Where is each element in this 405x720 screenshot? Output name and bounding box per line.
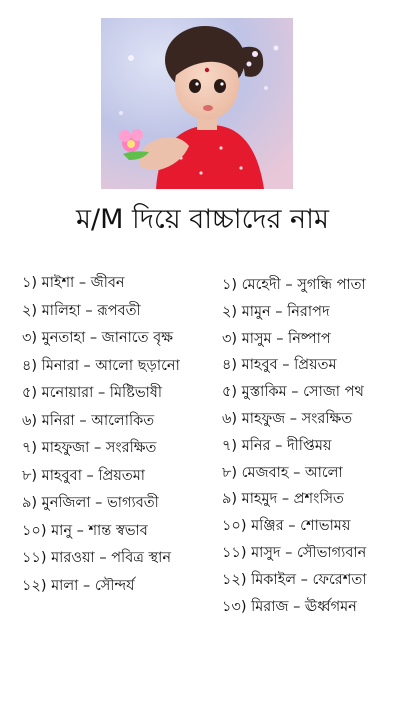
boy-names-list [222, 272, 402, 620]
list-item: ১) মেহেদী – সুগন্ধি পাতা [222, 277, 366, 293]
list-item: ১১) মারওয়া – পবিত্র স্থান [22, 550, 171, 566]
list-item: ১০) মানু – শান্ত স্বভাব [22, 522, 148, 539]
list-item: ৬) মাহফুজ – সংরক্ষিত [222, 410, 353, 427]
list-item: ৮) মাহবুবা – প্রিয়তমা [22, 467, 146, 484]
list-item: ৪) মাহবুব – প্রিয়তম [222, 357, 337, 374]
list-item: ৩) মাসুম – নিষ্পাপ [222, 330, 331, 347]
page-title: ম/M দিয়ে বাচ্চাদের নাম [76, 204, 329, 235]
girl-names-list [22, 270, 207, 600]
list-item: ৪) মিনারা – আলো ছড়ানো [22, 357, 180, 374]
list-item: ৭) মনির – দীপ্তিময় [222, 437, 332, 454]
baby-girl-icon [101, 18, 293, 189]
list-item: ৮) মেজবাহ – আলো [222, 464, 343, 481]
list-item: ১০) মঞ্জির – শোভাময় [222, 518, 351, 535]
list-item: ৯) মাহমুদ – প্রশংসিত [222, 491, 344, 508]
list-item: ৯) মুনজিলা – ভাগ্যবতী [22, 495, 159, 511]
list-item: ৬) মনিরা – আলোকিত [22, 412, 155, 429]
list-item: ১) মাইশা – জীবন [22, 275, 125, 291]
list-item: ৩) মুনতাহা – জানাতে বৃক্ষ [22, 330, 173, 346]
baby-photo [101, 18, 293, 189]
list-item: ৫) মুস্তাকিম – সোজা পথ [222, 384, 364, 401]
list-item: ২) মালিহা – রূপবতী [22, 302, 141, 319]
list-item: ৫) মনোয়ারা – মিষ্টিভাষী [22, 385, 162, 401]
list-item: ৭) মাহফুজা – সংরক্ষিত [22, 440, 157, 456]
list-item: ১৩) মিরাজ – ঊর্ধ্বগমন [222, 598, 357, 615]
list-item: ২) মামুন – নিরাপদ [222, 303, 330, 320]
list-item: ১২) মালা – সৌন্দর্য [22, 577, 135, 594]
list-item: ১২) মিকাইল – ফেরেশতা [222, 571, 367, 588]
list-item: ১১) মাসুদ – সৌভাগ্যবান [222, 544, 367, 561]
